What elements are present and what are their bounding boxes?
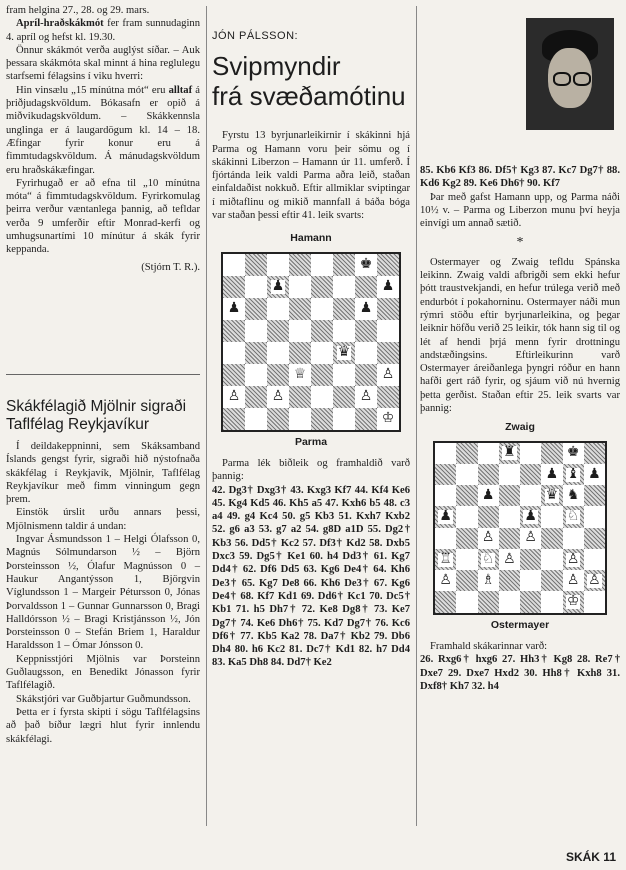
board-square	[289, 386, 311, 408]
board-square	[355, 298, 377, 320]
chess-piece: ♘	[566, 509, 580, 525]
board-square	[584, 464, 605, 485]
paragraph: Framhald skákarinnar varð:	[430, 640, 548, 652]
board-label-bottom: Parma	[294, 435, 328, 448]
text: Hin vinsælu „15 mínútna mót“ eru	[16, 84, 169, 96]
board-square	[223, 364, 245, 386]
chess-piece: ♘	[481, 551, 495, 567]
board-square	[541, 464, 562, 485]
chess-piece: ♔	[566, 594, 580, 610]
board-square	[478, 485, 499, 506]
board-square	[520, 443, 541, 464]
paragraph: Önnur skákmót verða auglýst síðar. – Auk þessara skákmóta skal minnt á hina reglulegu starfsemi félagsins í viku hverri:	[6, 44, 200, 83]
board-square	[355, 386, 377, 408]
board-square	[520, 464, 541, 485]
column-2	[212, 0, 410, 670]
game-moves: 42. Dg3† Dxg3† 43. Kxg3 Kf7 44. Kf4 Ke6 45. Kg4 Kd5 46. Kh5 a5 47. Kxh6 b5 48. c3 a4 49. g4 Kc4 50. g5 Kb3 51. Kxh7 Kxb2 52. g6 a3 53. g7 a2 54. g8D a1D 55. Dg2† Kb3 56. Dd5† Kc2 57. Df3† Kd2 58. Dxb5 Dxc3 59. Dg5† Ke1 60. h4 Dd3† 61. Kg7 Dd4† 62. Df6 Dd5 63. Kg6 De4† 64. Kh6 De3† 65. Kg7 De8 66. Kh6 De3† 67. Kg6 De4† 68. Kf7 Kd1 69. Dd6† Kc1 70. Dc5† Kb1 71. h5 Dh7† 72. Ke8 Dg8† 73. Ke7 Dg7† 74. Ke6 Dh6† 75. Kd7 Dg7† 76. Kc6 Df6† 77. Kb5 Ka2 78. Da7† Kb2 79. Db6 Dh4 80. h6 Kc2 81. Dc7† Kd1 82. h7 Dd4 83. Ka5 Dh8 84. Dd7† Ke2	[212, 484, 410, 669]
chess-piece: ♝	[566, 466, 580, 482]
board-square	[499, 464, 520, 485]
paragraph: Ingvar Ásmundsson 1 – Helgi Ólafsson 0, Magnús Sólmundarson ½ – Björn Þorsteinsson ½, Ólafur Magnússon 0 – Haukur Angantýsson 1, Björgvin Víglundsson 1 – Margeir Pétursson 0, Jónas Þorvaldsson 1 – Gunnar Gunnarsson 0, Bragi Halldórsson ½ – Bragi Kristjánsson ½, Jón Þorsteinsson 0 – Stefán Briem 1, Haraldur Haraldsson 1 – Ómar Jónsson 0.	[6, 534, 200, 652]
board-square	[267, 364, 289, 386]
board-square	[478, 549, 499, 570]
chess-piece: ♗	[481, 572, 495, 588]
article-title	[212, 51, 410, 111]
board-square	[355, 320, 377, 342]
board-square	[355, 276, 377, 298]
board-square	[478, 528, 499, 549]
chess-piece: ♙	[566, 551, 580, 567]
paragraph: Einstök úrslit urðu annars þessi, Mjölnismenn taldir á undan:	[6, 507, 200, 532]
board-square	[267, 342, 289, 364]
title-line: Svipmyndir	[212, 51, 341, 82]
board-square	[289, 254, 311, 276]
board-square	[456, 549, 477, 570]
board-square	[223, 254, 245, 276]
paragraph	[6, 84, 200, 177]
chess-board	[433, 441, 607, 615]
board-square	[267, 320, 289, 342]
board-square	[223, 386, 245, 408]
board-square	[563, 591, 584, 612]
board-square	[478, 506, 499, 527]
board-square	[478, 443, 499, 464]
board-square	[541, 528, 562, 549]
board-square	[478, 591, 499, 612]
board-square	[435, 528, 456, 549]
chess-piece: ♙	[481, 530, 495, 546]
paragraph: Skákstjóri var Guðbjartur Guðmundsson.	[16, 693, 191, 705]
board-square	[245, 342, 267, 364]
board-square	[245, 320, 267, 342]
board-square	[355, 364, 377, 386]
board-square	[223, 408, 245, 430]
board-square	[245, 386, 267, 408]
photo-glasses	[573, 72, 591, 86]
board-square	[333, 254, 355, 276]
board-square	[311, 276, 333, 298]
board-square	[520, 591, 541, 612]
board-square	[456, 528, 477, 549]
board-square	[584, 570, 605, 591]
paragraph: Parma lék biðleik og framhaldið varð þannig:	[212, 457, 410, 483]
board-square	[377, 386, 399, 408]
board-square	[456, 464, 477, 485]
title-line: frá svæðamótinu	[212, 81, 406, 112]
board-square	[456, 443, 477, 464]
game-moves: 85. Kb6 Kf3 86. Df5† Kg3 87. Kc7 Dg7† 88. Kd6 Kg2 89. Ke6 Dh6† 90. Kf7	[420, 165, 620, 190]
board-square	[333, 320, 355, 342]
board-square	[584, 591, 605, 612]
board-square	[333, 342, 355, 364]
bold-text: alltaf	[168, 84, 193, 96]
chess-piece: ♖	[439, 551, 452, 567]
chess-piece: ♟	[545, 466, 559, 482]
section-divider	[6, 374, 200, 375]
board-square	[223, 320, 245, 342]
board-square	[311, 254, 333, 276]
page-footer: SKÁK 11	[565, 850, 616, 864]
board-square	[520, 485, 541, 506]
chess-piece: ♔	[381, 410, 395, 426]
board-square	[223, 298, 245, 320]
chess-piece: ♙	[566, 572, 580, 588]
board-square	[355, 342, 377, 364]
paragraph: Keppnisstjóri Mjölnis var Þorsteinn Guðlaugsson, en Benedikt Jónasson fyrir Taflfélagið.	[6, 653, 200, 692]
game-moves: 26. Rxg6† hxg6 27. Hh3† Kg8 28. Re7† Dxe7 29. Dxe7 Hxd2 30. Hh8† Kxh8 31. Dxf8† Kh7 32. h4	[420, 654, 620, 692]
paragraph: fram helgina 27., 28. og 29. mars.	[6, 5, 150, 16]
board-square	[520, 528, 541, 549]
chess-piece: ♙	[381, 366, 395, 382]
board-square	[499, 528, 520, 549]
board-square	[563, 443, 584, 464]
chess-piece: ♙	[271, 388, 285, 404]
board-square	[245, 276, 267, 298]
signature: (Stjórn T. R.).	[141, 261, 200, 273]
board-label-top: Hamann	[290, 232, 332, 245]
chess-piece: ♙	[503, 551, 516, 567]
bold-text: Apríl-hraðskákmót	[16, 18, 104, 30]
section-separator: *	[516, 235, 524, 251]
paragraph: Í deildakeppninni, sem Skáksamband Íslands gengst fyrir, sigraði hið nýstofnaða skákfélag í Reykjavík, Mjölnir, Taflfélag Reykjavíkur með fimm vinningum gegn þrem.	[6, 441, 200, 506]
board-label-top: Zwaig	[505, 421, 535, 434]
column-1-article	[6, 388, 200, 746]
board-square	[584, 506, 605, 527]
board-square	[563, 570, 584, 591]
board-square	[520, 506, 541, 527]
paragraph: Ostermayer og Zwaig tefldu Spánska leikinn. Zwaig valdi afbrigði sem ekki hefur þótt traustvekjandi, en hefur trúlega verið með endurbót í pokahorninu. Ostermayer náði mun rýmri stöðu eftir byrjunarleikina, og þegar leiknir höfðu verið 25 leikir, tók hann sig til og lét af hendi þrjá menn fyrir drottningu andstæðingsins. Eftirleikurinn varð Ostermayer áreiðanlega þyngri róður en hann hafði gert ráð fyrir, og sjáum við nú hvernig þetta gerðist. Staðan eftir 25. leik svarts var þannig:	[420, 256, 620, 415]
board-square	[563, 528, 584, 549]
photo-glasses	[553, 72, 571, 86]
column-rule-1	[206, 6, 207, 826]
board-square	[355, 408, 377, 430]
board-square	[245, 408, 267, 430]
board-square	[435, 443, 456, 464]
board-square	[245, 364, 267, 386]
author-photo	[526, 18, 614, 130]
board-square	[245, 254, 267, 276]
board-square	[499, 443, 520, 464]
board-square	[435, 549, 456, 570]
board-square	[377, 408, 399, 430]
board-square	[223, 342, 245, 364]
paragraph: Þar með gafst Hamann upp, og Parma náði 10½ v. – Parma og Liberzon munu því heyja einvígi um annað sætið.	[420, 191, 620, 230]
board-square	[289, 342, 311, 364]
chess-piece: ♚	[566, 445, 580, 461]
board-square	[267, 254, 289, 276]
board-square	[311, 342, 333, 364]
board-square	[520, 570, 541, 591]
board-square	[541, 443, 562, 464]
board-square	[541, 570, 562, 591]
board-square	[333, 276, 355, 298]
board-square	[377, 342, 399, 364]
chess-board	[221, 252, 401, 432]
chess-piece: ♙	[227, 388, 241, 404]
board-square	[478, 570, 499, 591]
board-square	[333, 386, 355, 408]
board-square	[245, 298, 267, 320]
board-square	[584, 485, 605, 506]
chess-piece: ♟	[271, 278, 285, 294]
chess-piece: ♟	[481, 487, 495, 503]
board-square	[377, 320, 399, 342]
board-square	[311, 320, 333, 342]
board-square	[267, 408, 289, 430]
board-square	[289, 298, 311, 320]
chess-piece: ♟	[524, 509, 537, 525]
board-square	[499, 591, 520, 612]
board-square	[289, 276, 311, 298]
board-square	[541, 506, 562, 527]
board-square	[456, 485, 477, 506]
chess-piece: ♕	[293, 366, 307, 382]
board-square	[563, 464, 584, 485]
board-label-bottom: Ostermayer	[490, 618, 550, 631]
board-square	[456, 570, 477, 591]
board-square	[435, 485, 456, 506]
board-square	[584, 443, 605, 464]
board-square	[584, 528, 605, 549]
chess-piece: ♙	[588, 572, 601, 588]
board-square	[563, 485, 584, 506]
column-rule-2	[416, 6, 417, 826]
column-1	[6, 4, 200, 274]
paragraph	[6, 17, 200, 44]
board-square	[289, 320, 311, 342]
board-square	[333, 408, 355, 430]
board-square	[563, 506, 584, 527]
chess-piece: ♟	[439, 509, 452, 525]
board-square	[377, 298, 399, 320]
board-square	[267, 298, 289, 320]
board-square	[311, 298, 333, 320]
chess-piece: ♞	[566, 487, 580, 503]
board-square	[541, 549, 562, 570]
board-square	[478, 464, 499, 485]
board-square	[311, 386, 333, 408]
board-square	[333, 298, 355, 320]
column-3	[420, 164, 620, 693]
board-square	[499, 485, 520, 506]
chess-piece: ♜	[503, 445, 516, 461]
board-square	[435, 570, 456, 591]
board-square	[435, 464, 456, 485]
board-square	[435, 506, 456, 527]
board-square	[456, 591, 477, 612]
board-square	[311, 408, 333, 430]
chess-piece: ♟	[381, 278, 395, 294]
board-square	[499, 570, 520, 591]
chess-piece: ♛	[337, 344, 351, 360]
text: á þriðjudagskvöldum. Bókasafn er opið á miðvikudagskvöldum. – Skákkennsla unglinga er á laugardögum kl. 14 – 18. Æfingar fyrir konur eru á fimmtudagskvöldum. Á mánudagskvöldum eru hraðskákæfingar.	[6, 84, 200, 176]
board-square	[563, 549, 584, 570]
chess-piece: ♙	[439, 572, 452, 588]
board-square	[499, 506, 520, 527]
board-square	[311, 364, 333, 386]
chess-piece: ♙	[524, 530, 537, 546]
paragraph: Þetta er í fyrsta skipti í sögu Taflfélagsins að það bíður lægri hlut fyrir innlendu skákfélagi.	[6, 706, 200, 745]
chess-piece: ♚	[359, 256, 373, 272]
article-heading: Skákfélagið Mjölnir sigraði Taflfélag Reykjavíkur	[6, 398, 187, 433]
chess-piece: ♟	[359, 300, 373, 316]
author-name: JÓN PÁLSSON:	[212, 30, 299, 42]
board-square	[499, 549, 520, 570]
paragraph: Fyrstu 13 byrjunarleikirnir í skákinni hjá Parma og Hamann voru þeir sömu og í skákinni Liberzon – Hamann úr 11. umferð. Í fjórtánda leik valdi Parma aðra leið, staðan einfaldaðist nokkuð. Eftir allmiklar sviptingar í miðtaflinu og mikið mannfall á báða bóga var staðan þessi eftir 41. leik svarts:	[212, 130, 410, 222]
board-square	[584, 549, 605, 570]
board-square	[267, 386, 289, 408]
text: fer fram sunnudaginn 4. apríl og hefst kl. 19.30.	[6, 18, 200, 43]
board-square	[377, 254, 399, 276]
paragraph: Fyrirhugað er að efna til „10 mínútna móta“ á fimmtudagskvöldum. Fyrirkomulag þeirra verður væntanlega þannig, að tefldar verða 9 umferðir eftir Monrad-kerfi og umhugsunartími 10 mínútur á skák fyrir keppanda.	[6, 177, 200, 256]
board-square	[541, 591, 562, 612]
board-square	[377, 364, 399, 386]
chess-piece: ♛	[545, 487, 559, 503]
board-square	[223, 276, 245, 298]
board-square	[520, 549, 541, 570]
board-square	[377, 276, 399, 298]
chess-piece: ♙	[359, 388, 373, 404]
board-square	[267, 276, 289, 298]
chess-piece: ♟	[588, 466, 601, 482]
board-square	[289, 408, 311, 430]
board-square	[435, 591, 456, 612]
board-square	[541, 485, 562, 506]
board-square	[456, 506, 477, 527]
board-square	[289, 364, 311, 386]
chess-piece: ♟	[227, 300, 241, 316]
board-square	[333, 364, 355, 386]
board-square	[355, 254, 377, 276]
